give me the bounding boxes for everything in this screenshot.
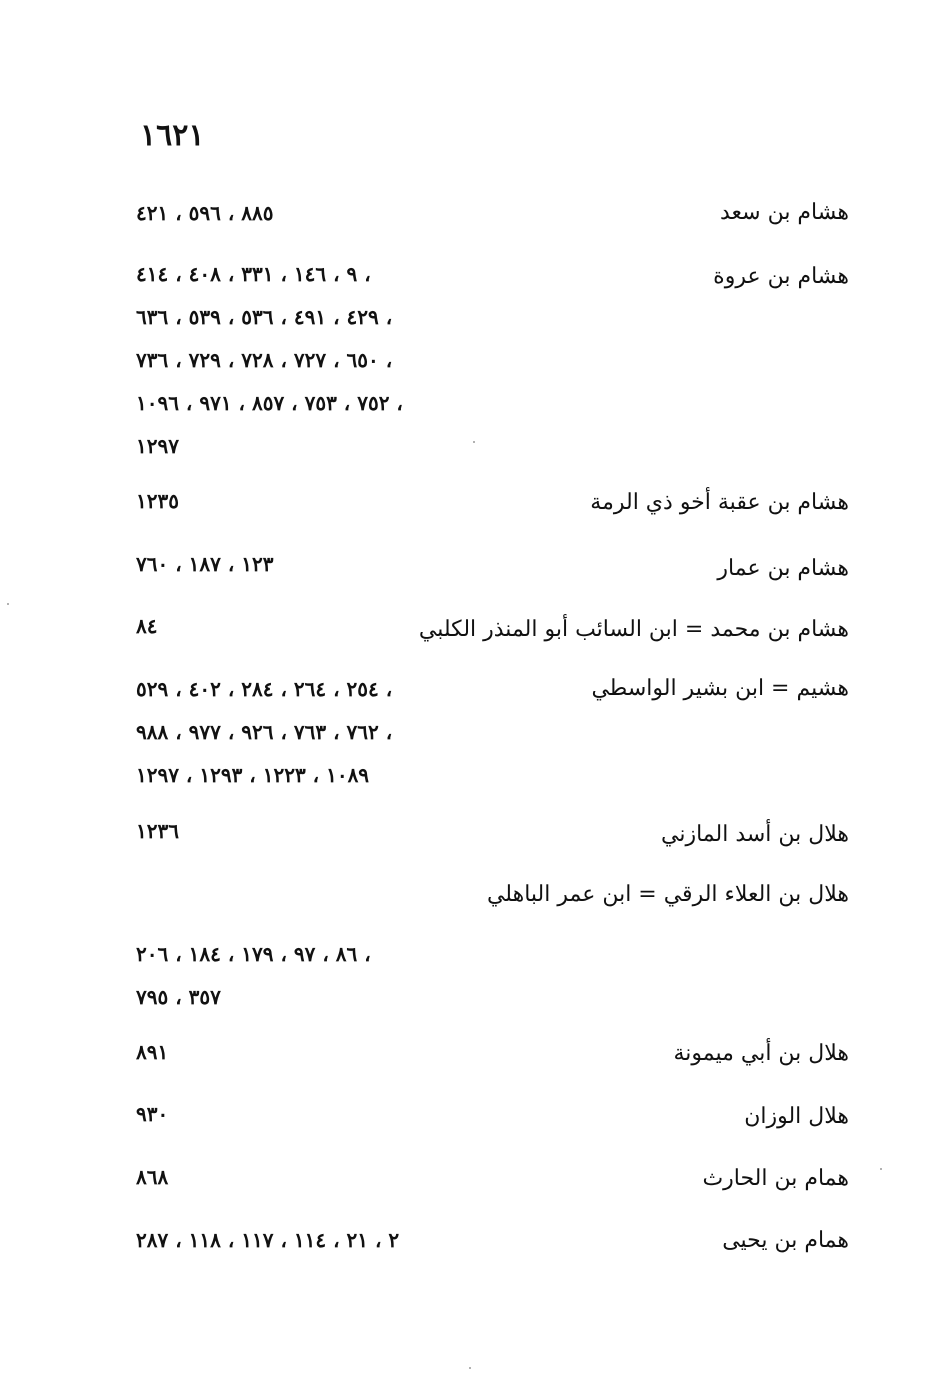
refs-line: ٣٥٧ ، ٧٩٥: [136, 985, 221, 1009]
refs-line: ٢ ، ٢١ ، ١١٤ ، ١١٧ ، ١١٨ ، ٢٨٧: [136, 1228, 400, 1252]
entry-refs: [136, 668, 392, 797]
refs-line: ٧٥٢ ، ٧٥٣ ، ٨٥٧ ، ٩٧١ ، ١٠٩٦ ،: [136, 391, 403, 415]
entry-name: هشام بن محمد = ابن السائب أبو المنذر الكلبي: [418, 617, 849, 642]
refs-line: ٨٦ ، ٩٧ ، ١٧٩ ، ١٨٤ ، ٢٠٦ ،: [136, 942, 371, 966]
scan-speck: [469, 1367, 471, 1369]
entry-name: هلال الوزان: [744, 1104, 849, 1129]
refs-line: ٨٨٥ ، ٥٩٦ ، ٤٢١: [136, 201, 274, 225]
refs-line: ١٢٩٧: [136, 434, 179, 458]
scan-speck: [880, 1168, 882, 1170]
refs-line: ١٢٣٥: [136, 489, 179, 513]
refs-line: ٩٣٠: [136, 1102, 169, 1126]
entry-name: هشام بن عقبة أخو ذي الرمة: [590, 490, 849, 515]
entry-refs: [136, 543, 273, 586]
entry-refs: [136, 1156, 168, 1199]
scan-speck: [7, 603, 9, 605]
entry-name: هشام بن سعد: [719, 200, 849, 225]
entry-name: هلال بن العلاء الرقي = ابن عمر الباهلي: [486, 882, 849, 907]
entry-refs: [136, 1093, 168, 1136]
refs-line: ٦٥٠ ، ٧٢٧ ، ٧٢٨ ، ٧٢٩ ، ٧٣٦ ،: [136, 348, 393, 372]
refs-line: ٩ ، ١٤٦ ، ٣٣١ ، ٤٠٨ ، ٤١٤ ،: [136, 262, 371, 286]
entry-refs: [136, 192, 273, 235]
refs-line: ٨٤: [136, 614, 158, 638]
entry-name: همام بن يحيى: [722, 1228, 849, 1253]
entry-refs: [136, 605, 157, 648]
entry-name: همام بن الحارث: [702, 1166, 849, 1191]
refs-line: ٧٦٢ ، ٧٦٣ ، ٩٢٦ ، ٩٧٧ ، ٩٨٨ ،: [136, 720, 393, 744]
entry-refs: [136, 253, 403, 468]
entry-name: هشام بن عمار: [717, 556, 849, 581]
entry-name: هلال بن أسد المازني: [661, 822, 849, 847]
entry-name: هشام بن عروة: [713, 264, 849, 289]
entry-name: هشيم = ابن بشير الواسطي: [591, 676, 849, 701]
page-number: ١٦٢١: [140, 118, 205, 153]
entry-refs: [136, 1031, 168, 1074]
refs-line: ٤٢٩ ، ٤٩١ ، ٥٣٦ ، ٥٣٩ ، ٦٣٦ ،: [136, 305, 393, 329]
refs-line: ٢٥٤ ، ٢٦٤ ، ٢٨٤ ، ٤٠٢ ، ٥٢٩ ،: [136, 677, 393, 701]
entry-refs: [136, 1219, 399, 1262]
scan-speck: [473, 441, 475, 443]
refs-line: ١٢٣ ، ١٨٧ ، ٧٦٠: [136, 552, 274, 576]
refs-line: ١٢٣٦: [136, 819, 179, 843]
entry-refs: [136, 810, 179, 853]
entry-name: هلال بن أبي ميمونة: [673, 1041, 849, 1066]
refs-line: ١٠٨٩ ، ١٢٢٣ ، ١٢٩٣ ، ١٢٩٧: [136, 763, 370, 787]
entry-refs: [136, 933, 371, 1019]
entry-refs: [136, 480, 179, 523]
refs-line: ٨٦٨: [136, 1165, 169, 1189]
refs-line: ٨٩١: [136, 1040, 169, 1064]
